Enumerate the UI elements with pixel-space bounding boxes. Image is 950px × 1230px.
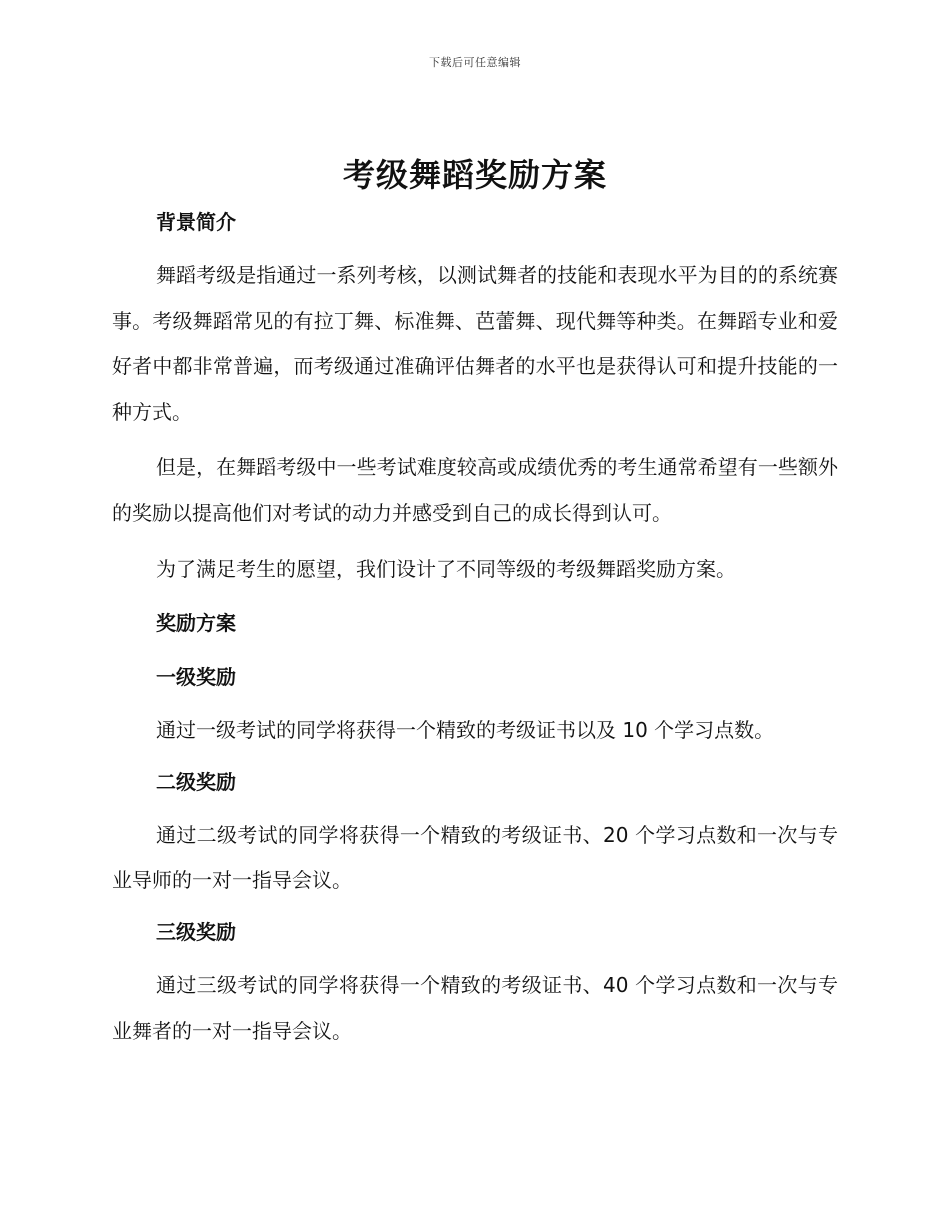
section-heading-level3: 三级奖励 <box>156 919 236 944</box>
paragraph-level1: 通过一级考试的同学将获得一个精致的考级证书以及 10 个学习点数。 <box>156 718 775 743</box>
document-body <box>112 204 838 1054</box>
section-heading-background: 背景简介 <box>156 210 236 234</box>
paragraph-background-3: 为了满足考生的愿望，我们设计了不同等级的考级舞蹈奖励方案。 <box>156 556 736 581</box>
document-title: 考级舞蹈奖励方案 <box>342 156 607 194</box>
paragraph-level2: 通过二级考试的同学将获得一个精致的考级证书、20 个学习点数和一次与专业导师的一对一指导会议。 <box>112 822 838 893</box>
section-heading-level1: 一级奖励 <box>156 665 236 690</box>
header-note: 下载后可任意编辑 <box>429 56 521 69</box>
section-heading-level2: 二级奖励 <box>156 769 236 794</box>
paragraph-background-2: 但是，在舞蹈考级中一些考试难度较高或成绩优秀的考生通常希望有一些额外的奖励以提高他们对考试的动力并感受到自己的成长得到认可。 <box>112 455 838 525</box>
section-heading-plan: 奖励方案 <box>156 611 236 636</box>
paragraph-background-1: 舞蹈考级是指通过一系列考核，以测试舞者的技能和表现水平为目的的系统赛事。考级舞蹈常见的有拉丁舞、标准舞、芭蕾舞、现代舞等种类。在舞蹈专业和爱好者中都非常普遍，而考级通过准确评估舞者的水平也是获得认可和提升技能的一种方式。 <box>112 263 838 424</box>
paragraph-level3: 通过三级考试的同学将获得一个精致的考级证书、40 个学习点数和一次与专业舞者的一对一指导会议。 <box>112 972 838 1043</box>
